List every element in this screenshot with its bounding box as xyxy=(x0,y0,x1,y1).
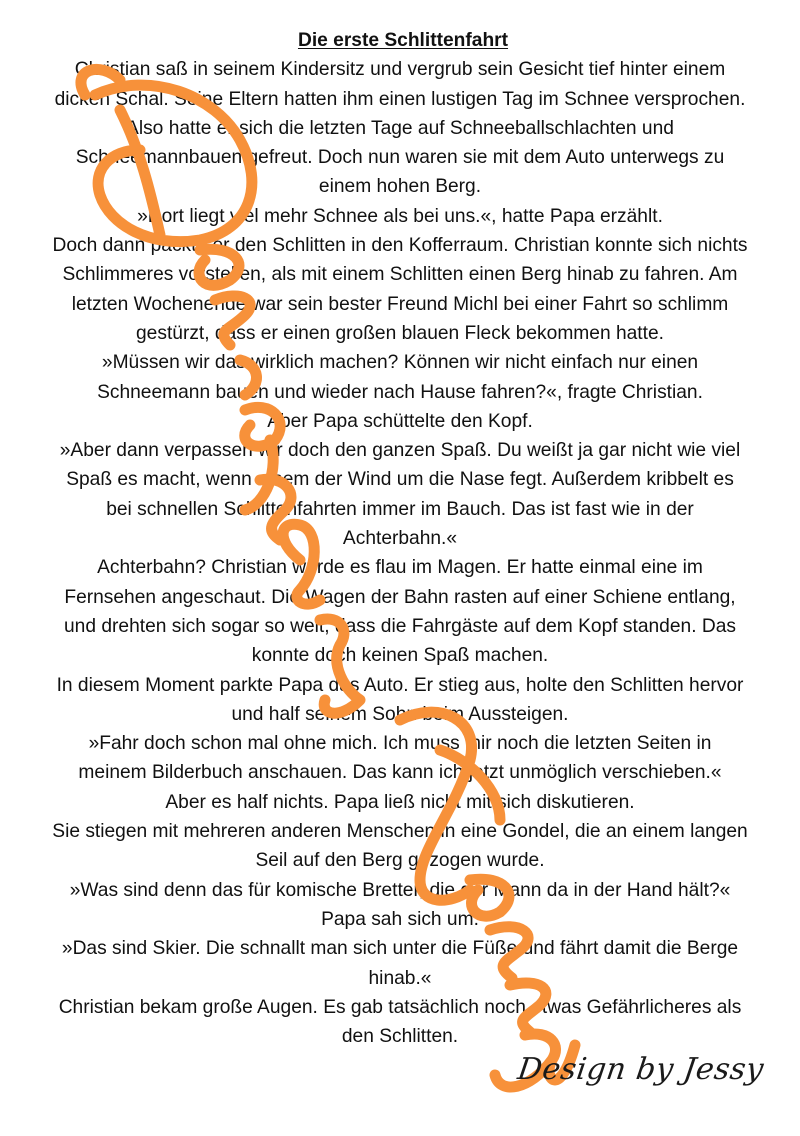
paragraph: »Fahr doch schon mal ohne mich. Ich muss mir noch die letzten Seiten in meinem Bilderbuch anschauen. Das kann ich jetzt unmöglich verschieben.« xyxy=(78,733,722,784)
paragraph: In diesem Moment parkte Papa das Auto. Er stieg aus, holte den Schlitten hervor und half seinem Sohn beim Aussteigen. xyxy=(56,674,744,725)
paragraph: »Aber dann verpassen wir doch den ganzen Spaß. Du weißt ja gar nicht wie viel Spaß es macht, wenn einem der Wind um die Nase fegt. Außerdem kribbelt es bei schnellen Schlittenfahrten immer im Bauch. Das ist fast wie in der Achterbahn.« xyxy=(59,440,741,550)
paragraph: »Dort liegt viel mehr Schnee als bei uns.«, hatte Papa erzählt. xyxy=(137,205,663,227)
paragraph: Christian saß in seinem Kindersitz und vergrub sein Gesicht tief hinter einem dicken Schal. Seine Eltern hatten ihm einen lustigen Tag im Schnee versprochen. Also hatte er sich die letzten Tage auf Schneeballschlachten und Schneemannbauen gefreut. Doch nun waren sie mit dem Auto unterwegs zu einem hohen Berg. xyxy=(54,59,746,198)
paragraph: »Müssen wir das wirklich machen? Können wir nicht einfach nur einen Schneemann bauen und wieder nach Hause fahren?«, fragte Christian. xyxy=(97,352,703,403)
paragraph: Christian bekam große Augen. Es gab tatsächlich noch etwas Gefährlicheres als den Schlitten. xyxy=(58,996,742,1048)
document-title: Die erste Schlittenfahrt xyxy=(297,30,509,51)
paragraph: Aber Papa schüttelte den Kopf. xyxy=(267,410,533,432)
paragraph: »Das sind Skier. Die schnallt man sich unter die Füße und fährt damit die Berge hinab.« xyxy=(61,938,739,989)
paragraph: Sie stiegen mit mehreren anderen Menschen in eine Gondel, die an einem langen Seil auf den Berg gezogen wurde. xyxy=(52,821,748,872)
title-line xyxy=(52,26,748,55)
paragraph: Achterbahn? Christian wurde es flau im Magen. Er hatte einmal eine im Fernsehen angeschaut. Die Wagen der Bahn rasten auf einer Schiene entlang, und drehten sich sogar so weit, dass die Fahrgäste auf dem Kopf standen. Das konnte doch keinen Spaß machen. xyxy=(64,557,736,667)
paragraph: Doch dann packte er den Schlitten in den Kofferraum. Christian konnte sich nichts Schlimmeres vorstellen, als mit einem Schlitten einen Berg hinab zu fahren. Am letzten Wochenende war sein bester Freund Michl bei einer Fahrt so schlimm gestürzt, dass er einen großen blauen Fleck bekommen hatte. xyxy=(52,235,748,344)
story-text xyxy=(52,26,748,1051)
paragraph: Papa sah sich um. xyxy=(321,908,479,930)
paragraph: Aber es half nichts. Papa ließ nicht mit sich diskutieren. xyxy=(165,791,635,813)
signature-design-by-jessy: Design by Jessy xyxy=(515,1052,767,1087)
paragraph: »Was sind denn das für komische Bretter, die der Mann da in der Hand hält?« xyxy=(69,879,731,901)
